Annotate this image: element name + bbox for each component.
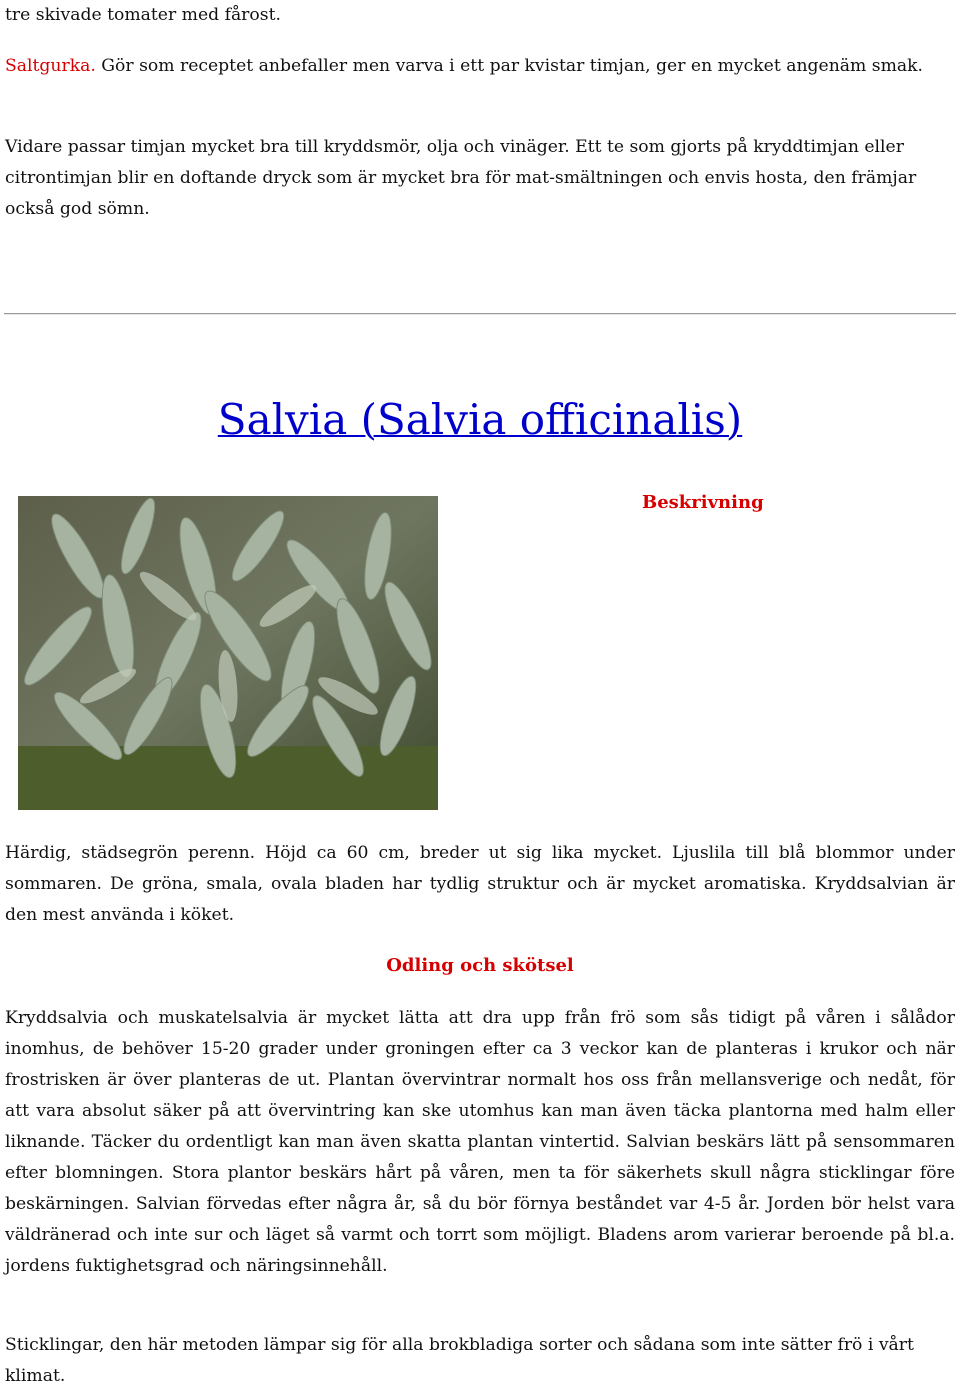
sage-plant-photo (18, 496, 438, 810)
sticklingar-paragraph: Sticklingar, den här metoden lämpar sig för alla brokbladiga sorter och sådana som inte sätter frö i vårt klimat. (5, 1335, 914, 1386)
saltgurka-paragraph (5, 51, 955, 82)
section-divider (4, 313, 956, 315)
odling-paragraph: Kryddsalvia och muskatelsalvia är mycket lätta att dra upp från frö som sås tidigt på våren i sålådor inomhus, de behöver 15-20 grader under groningen efter ca 3 veckor kan de planteras i krukor och när frostrisken är över planteras de ut. Plantan övervintrar normalt hos oss från mellansverige och nedåt, för att vara absolut säker på att övervintring kan ske utomhus kan man även täcka plantorna med halm eller liknande. Täcker du ordentligt kan man även skatta plantan vintertid. Salvian beskärs lätt på sensommaren efter blomningen. Stora plantor beskärs hårt på våren, men ta för säkerhets skull några sticklingar före beskärningen. Salvian förvedas efter några år, så du bör förnya beståndet var 4-5 år. Jorden bör helst vara väldränerad och inte sur och läget så varmt och torrt som möjligt. Bladens arom varierar beroende på bl.a. jordens fuktighetsgrad och näringsinnehåll. (5, 1008, 955, 1276)
intro-line: tre skivade tomater med fårost. (5, 5, 281, 25)
beskrivning-heading: Beskrivning (642, 492, 764, 513)
saltgurka-label: Saltgurka. (5, 56, 96, 76)
odling-heading: Odling och skötsel (386, 955, 574, 976)
timjan-usage-paragraph: Vidare passar timjan mycket bra till kryddsmör, olja och vinäger. Ett te som gjorts på kryddtimjan eller citrontimjan blir en doftande dryck som är mycket bra för mat-smältningen och envis hosta, den främjar också god sömn. (5, 137, 917, 219)
beskrivning-paragraph: Härdig, städsegrön perenn. Höjd ca 60 cm, breder ut sig lika mycket. Ljuslila till blå blommor under sommaren. De gröna, smala, ovala bladen har tydlig struktur och är mycket aromatiska. Kryddsalvian är den mest använda i köket. (5, 843, 955, 925)
saltgurka-text: Gör som receptet anbefaller men varva i ett par kvistar timjan, ger en mycket angenäm smak. (95, 56, 924, 76)
salvia-title-link[interactable]: Salvia (Salvia officinalis) (217, 395, 743, 444)
sage-plant-icon (18, 496, 438, 810)
